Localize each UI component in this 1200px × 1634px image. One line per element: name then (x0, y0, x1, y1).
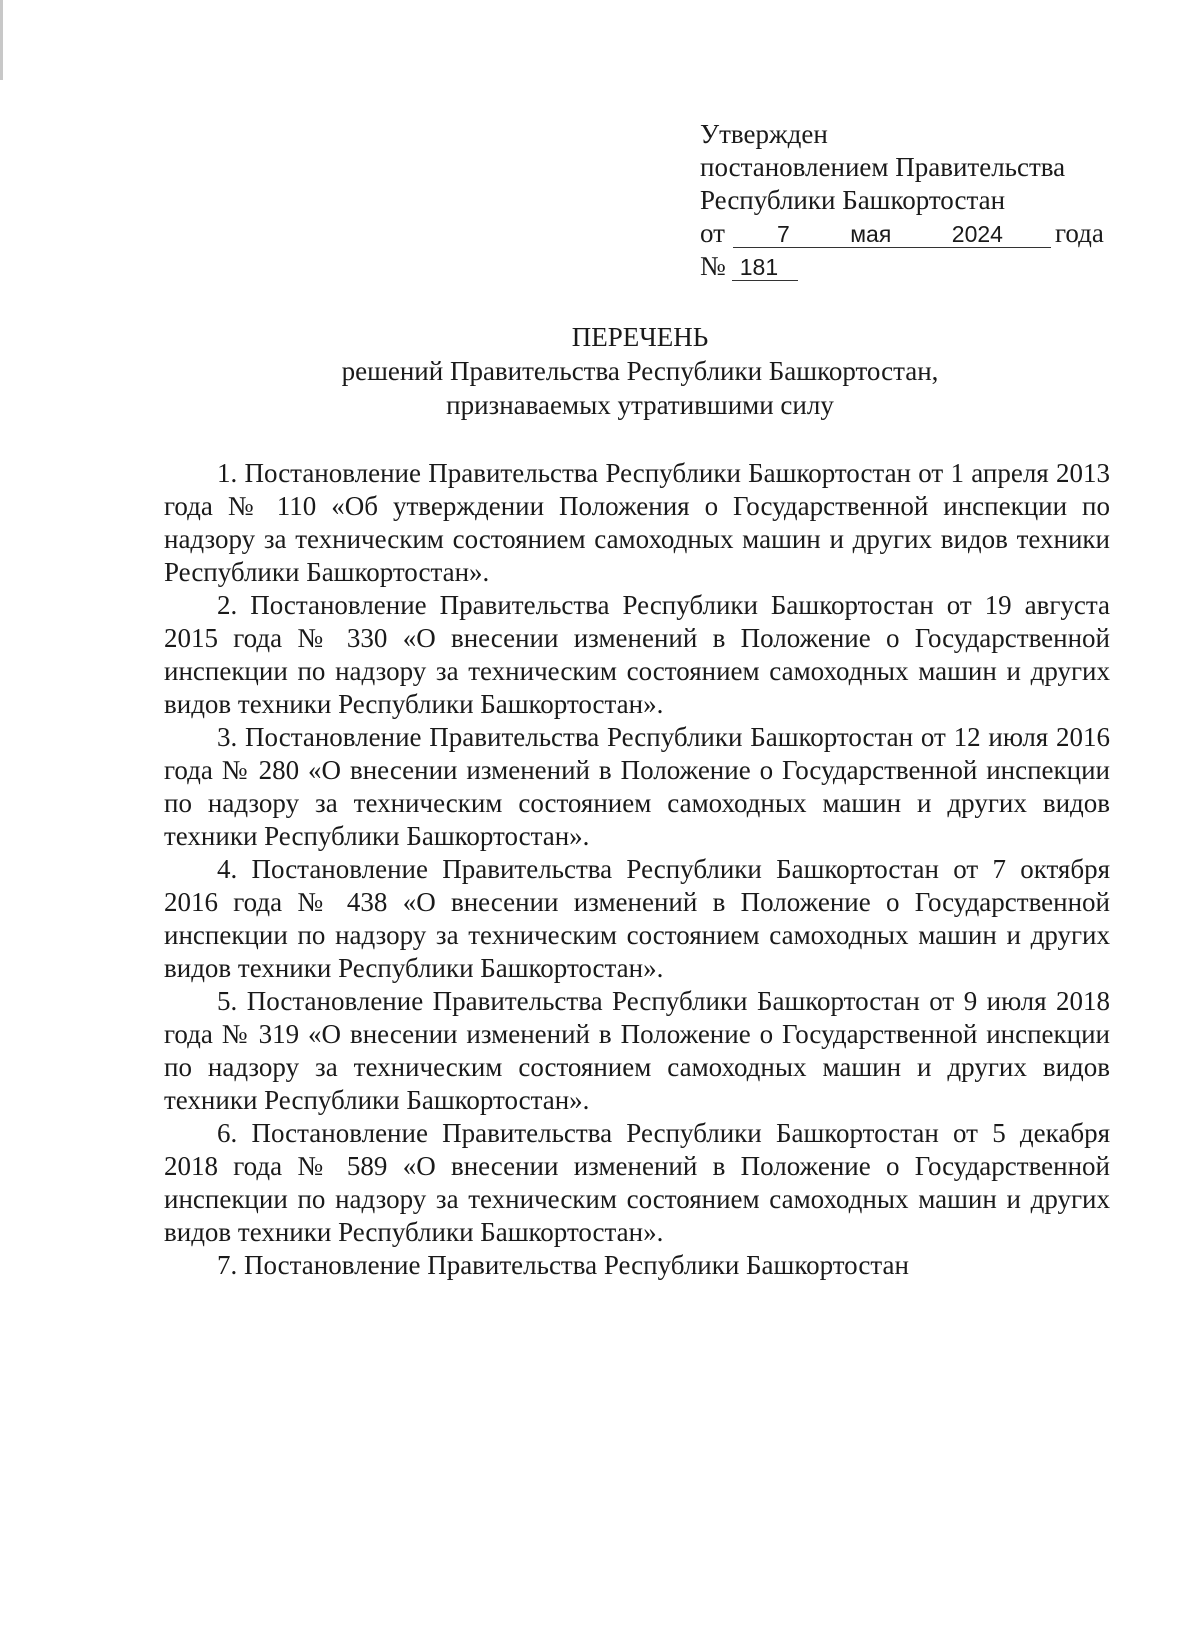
item-text: Постановление Правительства Республики Башкортостан от 1 апреля 2013 года № 110 «Об утверждении Положения о Государственной инспекции по надзору за техническим состоянием самоходных машин и других видов техники Республики Башкортостан». (164, 458, 1110, 587)
list-item (164, 1117, 1110, 1249)
item-number: 7. (217, 1250, 238, 1280)
title-heading: ПЕРЕЧЕНЬ (571, 322, 709, 352)
title-subtitle-line1: решений Правительства Республики Башкортостан, (341, 356, 939, 386)
number-sign: № (700, 251, 726, 281)
approval-line-resolution: постановлением Правительства (700, 152, 1066, 182)
decisions-list (164, 457, 1110, 1282)
date-suffix: года (1054, 218, 1104, 248)
item-number: 4. (217, 854, 238, 884)
list-item (164, 457, 1110, 589)
list-item (164, 721, 1110, 853)
approval-block (700, 118, 1110, 283)
title-subtitle-line2: признаваемых утратившими силу (446, 390, 834, 420)
list-item (164, 1249, 1110, 1282)
scan-edge-mark (0, 0, 3, 80)
item-text: Постановление Правительства Республики Башкортостан от 7 октября 2016 года № 438 «О внесении изменений в Положение о Государственной инспекции по надзору за техническим состоянием самоходных машин и других видов техники Республики Башкортостан». (164, 854, 1111, 983)
item-text: Постановление Правительства Республики Башкортостан от 5 декабря 2018 года № 589 «О внесении изменений в Положение о Государственной инспекции по надзору за техническим состоянием самоходных машин и других видов техники Республики Башкортостан». (164, 1118, 1111, 1247)
item-text: Постановление Правительства Республики Башкортостан от 12 июля 2016 года № 280 «О внесении изменений в Положение о Государственной инспекции по надзору за техническим состоянием самоходных машин и других видов техники Республики Башкортостан». (164, 722, 1111, 851)
item-text: Постановление Правительства Республики Башкортостан (244, 1250, 909, 1280)
list-item (164, 985, 1110, 1117)
approval-date-line (700, 217, 1110, 250)
approval-line-approved: Утвержден (700, 119, 828, 149)
item-number: 3. (217, 722, 238, 752)
approval-line-republic: Республики Башкортостан (700, 185, 1006, 215)
document-title (160, 320, 1120, 422)
item-number: 6. (217, 1118, 238, 1148)
item-number: 2. (217, 590, 238, 620)
item-number: 5. (217, 986, 238, 1016)
item-number: 1. (217, 458, 238, 488)
item-text: Постановление Правительства Республики Башкортостан от 9 июля 2018 года № 319 «О внесении изменений в Положение о Государственной инспекции по надзору за техническим состоянием самоходных машин и других видов техники Республики Башкортостан». (164, 986, 1111, 1115)
list-item (164, 853, 1110, 985)
approval-number-line (700, 250, 1110, 283)
item-text: Постановление Правительства Республики Башкортостан от 19 августа 2015 года № 330 «О внесении изменений в Положение о Государственной инспекции по надзору за техническим состоянием самоходных машин и других видов техники Республики Башкортостан». (164, 590, 1110, 719)
date-month: мая (850, 221, 892, 247)
date-prefix: от (700, 218, 725, 248)
list-item (164, 589, 1110, 721)
date-fill-field (733, 221, 1051, 248)
number-fill-field: 181 (732, 254, 798, 281)
date-year: 2024 (951, 221, 1003, 247)
date-day: 7 (776, 221, 790, 247)
